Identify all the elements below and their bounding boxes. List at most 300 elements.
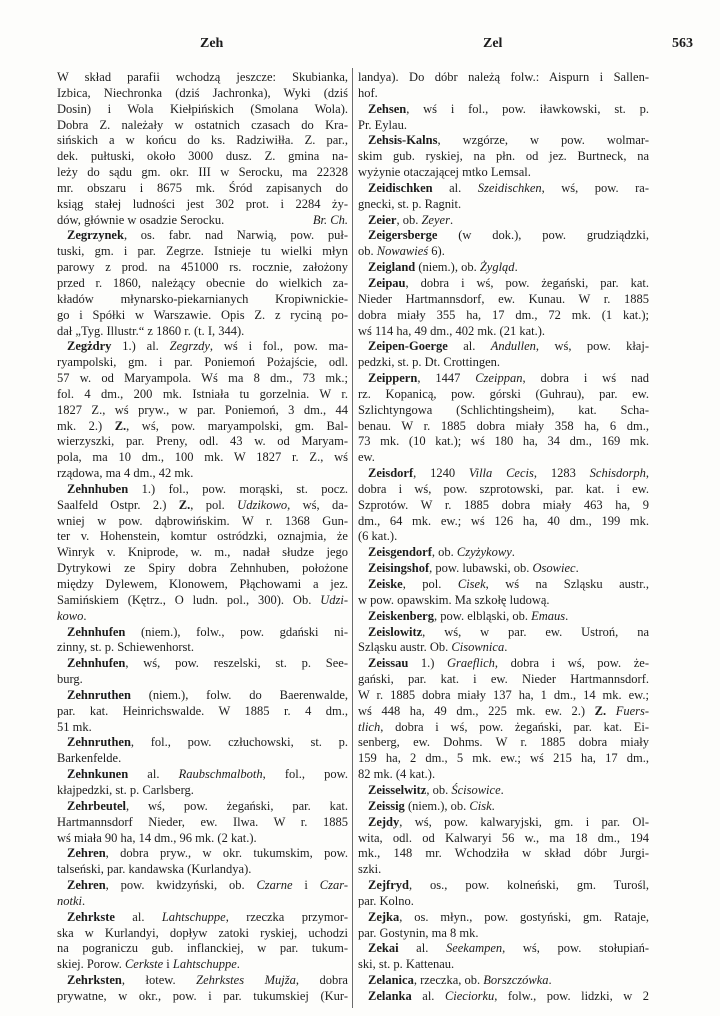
- entry-line: [358, 894, 649, 910]
- text-run: , rzeczka przymor-: [225, 909, 348, 924]
- dictionary-entry: [358, 545, 649, 561]
- dictionary-entry: [57, 482, 348, 625]
- text-run: szki.: [358, 862, 382, 877]
- entry-line: [358, 324, 649, 340]
- text-run: , 1240: [413, 466, 469, 481]
- headword: Zeisselwitz: [368, 782, 427, 797]
- entry-line: [57, 276, 348, 292]
- entry-line: [57, 625, 348, 641]
- italic-text: Raubschmalboth: [178, 767, 263, 782]
- entry-line: [358, 498, 649, 514]
- entry-line: [358, 529, 649, 545]
- italic-text: Cisek: [457, 577, 486, 591]
- entry-line: [57, 102, 348, 118]
- text-run: (niem.), ob.: [415, 260, 480, 275]
- author-signature: Br. Ch.: [312, 212, 348, 227]
- text-run: Dytrykowi ze Spiry dobra Zehnhuben, położone: [57, 561, 348, 576]
- entry-line: [358, 387, 649, 403]
- text-run: al.: [114, 909, 162, 924]
- text-run: .: [500, 782, 504, 797]
- entry-line: [57, 815, 348, 831]
- text-run: Dosin) i Wola Kiełpińskich (Smolana Wola).: [57, 101, 348, 116]
- dictionary-entry: [57, 735, 348, 767]
- dictionary-entry: [57, 910, 348, 973]
- text-run: rz. Kopanicą, pow. górski (Guhrau), par. ew.: [358, 386, 649, 401]
- entry-line: [57, 577, 348, 593]
- text-run: (w dok.), pow. grudziądzki,: [437, 228, 649, 243]
- text-run: , rzeczka, ob.: [413, 973, 484, 988]
- entry-line: [57, 419, 348, 435]
- headword: Zeier: [368, 212, 397, 227]
- text-run: al.: [128, 767, 179, 782]
- headword: Zehnhuben: [67, 481, 129, 496]
- entry-line: [57, 910, 348, 926]
- text-run: , ob.: [426, 782, 452, 797]
- entry-line: [57, 831, 348, 847]
- text-run: wś 114 ha, 49 dm., 402 mk. (21 kat.).: [358, 323, 546, 338]
- text-run: , 1283: [533, 466, 590, 481]
- entry-line: [358, 609, 649, 625]
- entry-line: [358, 815, 649, 831]
- text-run: 82 mk. (4 kat.).: [358, 767, 436, 782]
- text-run: .: [514, 260, 518, 275]
- text-run: al.: [411, 988, 445, 1003]
- text-run: senberg, ew. Dohms. W r. 1885 dobra miały: [358, 735, 649, 750]
- entry-line: [358, 308, 649, 324]
- italic-text: Nowawieś: [376, 244, 429, 259]
- headword: Zeipau: [368, 275, 406, 290]
- italic-text: Seekampen: [445, 941, 503, 956]
- text-run: , pow. kwidzyński, ob.: [105, 878, 257, 893]
- dictionary-entry: [358, 941, 649, 973]
- text-run: , wś, pow. maryampolski, gm. Bal-: [126, 418, 348, 433]
- text-run: 6).: [428, 244, 445, 259]
- dictionary-entry: [358, 339, 649, 371]
- text-run: dek. pułtuski, około 3000 dusz. Z. gmina na-: [57, 149, 348, 164]
- italic-text: tlich: [358, 719, 381, 734]
- text-run: W r. 1885 dobra miały 137 ha, 1 dm., 14 mk. ew.;: [358, 687, 649, 702]
- dictionary-entry: [358, 102, 649, 134]
- dictionary-entry: [358, 466, 649, 545]
- text-run: dm., 64 mk. ew.; wś 126 ha, 40 dm., 199 mk.: [358, 513, 649, 528]
- headword: Zeissau: [368, 656, 409, 671]
- text-run: Szprotów. W r. 1885 dobra miały 463 ha, 9: [358, 497, 649, 512]
- text-run: na pograniczu gub. inflanckiej, w par. tukum-: [57, 941, 348, 956]
- entry-line: [57, 529, 348, 545]
- dictionary-entry: [358, 910, 649, 942]
- text-run: hof.: [358, 85, 378, 100]
- headword: Zeisingshof: [368, 561, 430, 576]
- text-run: talseński, par. kandawska (Kurlandya).: [57, 862, 252, 877]
- headword: Zehrbeutel: [67, 798, 127, 813]
- text-run: ryampolski, gm. i par. Poniemoń Pożajście, odl.: [57, 355, 348, 370]
- text-run: wniej w pow. dąbrowińskim. W r. 1368 Gun-: [57, 513, 348, 528]
- text-run: , dobra i wś nad: [522, 371, 650, 386]
- text-run: .: [491, 798, 495, 813]
- dictionary-entry: [57, 688, 348, 736]
- entry-line: [358, 973, 649, 989]
- entry-line: [358, 371, 649, 387]
- text-run: ska w Kurlandyi, dopływ zatoki ryskiej, uchodzi: [57, 925, 348, 940]
- text-run: .: [504, 640, 508, 655]
- italic-text: Cisownica: [451, 640, 505, 655]
- entry-line: [358, 292, 649, 308]
- dictionary-entry: [57, 846, 348, 878]
- entry-line: [57, 86, 348, 102]
- running-head-right: Zel: [483, 36, 503, 51]
- dictionary-entry: [358, 228, 649, 260]
- text-run: , wś, pow. żegański, par. kat.: [126, 798, 348, 813]
- headword: Zegżdry: [67, 339, 112, 354]
- entry-line: [57, 640, 348, 656]
- dictionary-entry: [57, 339, 348, 482]
- italic-text: Zehrkstes Mujža: [196, 973, 296, 988]
- text-run: , wś, pow. reszelski, st. p. See-: [125, 656, 348, 671]
- entry-line: [57, 133, 348, 149]
- headword: Zehnruthen: [67, 735, 131, 750]
- headword: Zekai: [368, 941, 399, 956]
- dictionary-entry: [358, 276, 649, 339]
- entry-line: [358, 783, 649, 799]
- italic-text: Czeippan: [475, 371, 523, 386]
- text-run: 57 w. od Maryampola. Wś ma 8 dm., 73 mk.;: [57, 371, 348, 386]
- italic-text: notki: [57, 893, 82, 908]
- text-run: , wś, w par. ew. Ustroń, na: [422, 624, 649, 639]
- entry-line: [57, 482, 348, 498]
- text-run: dobra miały 355 ha, 17 dm., 72 mk. (1 kat.);: [358, 307, 649, 322]
- entry-line: [57, 165, 348, 181]
- italic-text: Czarne: [256, 878, 293, 893]
- italic-text: Żygląd: [479, 260, 515, 275]
- text-run: burg.: [57, 672, 83, 687]
- text-run: , dobra i wś, pow. żegański, par. kat.: [405, 275, 649, 290]
- text-run: leży do sądu gm. okr. III w Serocku, ma 22328: [57, 165, 348, 180]
- entry-line: [57, 926, 348, 942]
- entry-line: [57, 70, 348, 86]
- dictionary-entry: [358, 213, 649, 229]
- text-run: landya). Do dóbr należą folw.: Aispurn i Sallen-: [358, 70, 649, 84]
- text-run: , pow. elbląski, ob.: [433, 608, 532, 623]
- italic-text: Cerkste: [124, 957, 164, 972]
- headword: Zehnhufen: [67, 624, 126, 639]
- dictionary-entry: [358, 561, 649, 577]
- italic-text: Osowiec: [532, 561, 576, 576]
- headword: Zehsis-Kalns: [368, 133, 438, 148]
- italic-text: Zeyer: [421, 212, 450, 227]
- dictionary-entry: [358, 133, 649, 181]
- entry-line: [57, 228, 348, 244]
- entry-line: [358, 561, 649, 577]
- page-number: 563: [672, 36, 693, 51]
- entry-line: [57, 672, 348, 688]
- text-run: kładów młynarsko-piekarnianych Kropiwnickie-: [57, 291, 348, 306]
- headword: Zejfryd: [368, 878, 409, 893]
- entry-line: [358, 577, 649, 593]
- dictionary-entry: [358, 656, 649, 783]
- text-run: , folw., pow. lidzki, w 2: [494, 988, 650, 1003]
- entry-line: [358, 339, 649, 355]
- entry-line: [358, 482, 649, 498]
- text-run: 73 mk. (10 kat.); wś 180 ha, 34 dm., 169 mk.: [358, 434, 649, 449]
- entry-line: [358, 545, 649, 561]
- entry-line: [57, 846, 348, 862]
- text-run: pedzki, st. p. Dt. Crottingen.: [358, 355, 500, 370]
- entry-line: [358, 213, 649, 229]
- entry-line: [358, 466, 649, 482]
- text-run: rządowa, ma 4 dm., 42 mk.: [57, 466, 194, 481]
- text-run: wita, odl. od Kalwaryi 56 w., ma 18 dm., 194: [358, 830, 649, 845]
- entry-line: [57, 783, 348, 799]
- headword: Zeislowitz: [368, 624, 423, 639]
- entry-line: [57, 593, 348, 609]
- text-run: ob.: [358, 244, 377, 259]
- text-run: skim gub. ryskiej, na płn. od jez. Burtneck, na: [358, 149, 649, 164]
- text-run: (6 kat.).: [358, 529, 398, 544]
- dictionary-entry: [57, 973, 348, 1005]
- entry-line: [358, 197, 649, 213]
- italic-text: Andullen: [490, 339, 536, 354]
- text-run: tuski, gm. i par. Zegrze. Istnieje tu wielki młyn: [57, 244, 348, 259]
- entry-line: [358, 656, 649, 672]
- entry-line: [358, 926, 649, 942]
- italic-text: Udzi-: [320, 592, 348, 607]
- text-run: par. Gostynin, ma 8 mk.: [358, 925, 479, 940]
- entry-line: [57, 149, 348, 165]
- text-run: przed r. 1860, należący obecnie do wielkich za-: [57, 275, 348, 290]
- entry-line: [57, 355, 348, 371]
- text-run: kłajpedzki, st. p. Carlsberg.: [57, 782, 194, 797]
- entry-line: [57, 260, 348, 276]
- italic-text: Cisk: [469, 798, 492, 813]
- text-run: Nieder Hartmannsdorf, ew. Kunau. W r. 1885: [358, 291, 649, 306]
- text-run: 1827 Z., wś pryw., w par. Poniemoń, 3 dm., 44: [57, 402, 348, 417]
- entry-line: [358, 165, 649, 181]
- text-run: .: [236, 957, 240, 972]
- entry-line: [57, 308, 348, 324]
- entry-line: [358, 720, 649, 736]
- entry-line: [358, 751, 649, 767]
- entry-line: [358, 149, 649, 165]
- entry-line: [57, 878, 348, 894]
- text-run: , wś, pow. kalwaryjski, gm. i par. Ol-: [399, 814, 649, 829]
- dictionary-entry: [358, 625, 649, 657]
- entry-line: [358, 704, 649, 720]
- headword: Zeisdorf: [368, 466, 414, 481]
- text-run: , wś, da-: [287, 497, 348, 512]
- headword: Zegrzynek: [67, 228, 124, 243]
- entry-line: [57, 609, 348, 625]
- text-run: , wzgórze, w pow. wolmar-: [437, 133, 649, 148]
- italic-text: Szeidischken: [477, 180, 542, 195]
- entry-line: [358, 625, 649, 641]
- dictionary-entry: [358, 989, 649, 1005]
- text-run: .: [449, 212, 454, 227]
- dictionary-entry: [358, 815, 649, 878]
- text-run: wyżynie otaczającej mtko Lemsal.: [358, 165, 531, 180]
- left-column: [57, 70, 348, 1005]
- entry-line: [57, 498, 348, 514]
- entry-line: [57, 244, 348, 260]
- entry-line: [358, 767, 649, 783]
- text-run: , dobra i wś, pow. że-: [494, 656, 649, 671]
- italic-text: kowo: [57, 608, 84, 623]
- entry-line: [358, 878, 649, 894]
- entry-line: [358, 831, 649, 847]
- headword: Zeissig: [368, 798, 405, 813]
- text-run: 1.) fol., pow. morąski, st. pocz.: [128, 481, 348, 496]
- text-run: , wś i fol., pow. iławkowski, st. p.: [406, 101, 649, 116]
- entry-line: [358, 244, 649, 260]
- headword: Zehnkunen: [67, 767, 129, 782]
- entry-line: [57, 403, 348, 419]
- headword: Zeippern: [368, 371, 418, 386]
- text-run: , wś i fol., pow. ma-: [209, 339, 349, 354]
- text-run: Samińskiem (Kętrz., O ludn. pol., 300). Ob.: [57, 592, 321, 607]
- entry-line: [358, 102, 649, 118]
- text-run: al.: [398, 941, 446, 956]
- headword: Z.: [594, 703, 607, 718]
- text-run: , pol.: [402, 577, 458, 591]
- right-column: [358, 70, 649, 1005]
- text-run: go i Spółki w Warszawie. Opis Z. z ryciną po-: [57, 307, 348, 322]
- text-run: gański, par. kat. i ew. Nieder Hartmannsdorf.: [358, 672, 649, 687]
- text-run: , os. fabr. nad Narwią, pow. puł-: [123, 228, 348, 243]
- entry-line: [57, 799, 348, 815]
- text-run: dów, głównie w osadzie Serocku.: [57, 212, 225, 227]
- entry-line: [358, 957, 649, 973]
- entry-line: [57, 941, 348, 957]
- headword: Zehren: [67, 846, 106, 861]
- entry-line: [57, 545, 348, 561]
- italic-text: Ścisowice: [451, 782, 501, 797]
- entry-line: [358, 846, 649, 862]
- entry-line: [358, 86, 649, 102]
- dictionary-entry: [358, 577, 649, 609]
- entry-line: [57, 371, 348, 387]
- text-run: wierzyszki, par. Preny, odl. 43 w. od Maryam-: [57, 434, 348, 449]
- text-run: ski, st. p. Kattenau.: [358, 957, 455, 972]
- text-run: i: [163, 957, 173, 972]
- italic-text: Czar-: [319, 878, 348, 893]
- dictionary-entry: [57, 656, 348, 688]
- italic-text: Udzikowo: [237, 497, 288, 512]
- text-run: , ob.: [396, 212, 422, 227]
- text-run: W skład parafii wchodzą jeszcze: Skubianka,: [57, 70, 348, 84]
- dictionary-entry: [358, 181, 649, 213]
- entry-line: [358, 434, 649, 450]
- entry-line: [358, 228, 649, 244]
- entry-line: [57, 561, 348, 577]
- headword: Zeidischken: [368, 180, 433, 195]
- headword: Zeiskenberg: [368, 608, 434, 623]
- text-run: , pol.: [190, 497, 238, 512]
- text-run: wś miała 90 ha, 14 dm., 96 mk. (2 kat.).: [57, 830, 257, 845]
- entry-line: [57, 324, 348, 340]
- entry-line: [57, 387, 348, 403]
- text-run: dał „Tyg. Illustr.“ z 1860 r. (t. I, 344).: [57, 323, 245, 338]
- text-run: par. kat. Heinrichswalde. W 1885 r. 4 dm.,: [57, 703, 348, 718]
- entry-line: [358, 118, 649, 134]
- text-run: Winryk v. Kniprode, w. m., nadał słudze jego: [57, 545, 348, 560]
- text-run: dobra i wś, pow. szprotowski, par. kat. i ew.: [358, 481, 649, 496]
- text-run: Hartmannsdorf Nieder, ew. Ilwa. W r. 1885: [57, 814, 348, 829]
- text-run: 159 ha, 2 dm., 5 mk. ew.; wś 215 ha, 17 dm.,: [358, 751, 649, 766]
- text-run: Barkenfelde.: [57, 751, 122, 766]
- text-run: , wś, pow. stołupiań-: [502, 941, 649, 956]
- entry-line: [57, 704, 348, 720]
- italic-text: Graeflich: [447, 656, 495, 671]
- entry-line: [358, 688, 649, 704]
- entry-line: [358, 862, 649, 878]
- text-run: 51 mk.: [57, 719, 92, 734]
- text-run: par. Kolno.: [358, 893, 414, 908]
- entry-line: [358, 735, 649, 751]
- text-run: , dobra i wś, pow. żegański, par. kat. Ei-: [380, 719, 649, 734]
- text-run: .: [83, 608, 87, 623]
- dictionary-entry: [358, 878, 649, 910]
- italic-text: Schisdorph: [589, 466, 646, 481]
- entry-line: [57, 118, 348, 134]
- headword: Zelanica: [368, 973, 414, 988]
- entry-line: [57, 973, 348, 989]
- dictionary-entry: [358, 260, 649, 276]
- text-run: , wś na Szląsku austr.,: [485, 577, 649, 591]
- entry-line: [358, 910, 649, 926]
- text-run: Pr. Eylau.: [358, 117, 407, 132]
- text-run: Szląsku austr. Ob.: [358, 640, 452, 655]
- text-run: fol. 4 dm., 200 mk. Istniała tu gorzelnia. W r.: [57, 386, 348, 401]
- entry-line: [57, 720, 348, 736]
- text-run: (niem.), folw., pow. gdański ni-: [125, 624, 348, 639]
- headword: Zeipen-Goerge: [368, 339, 448, 354]
- entry-line: [57, 751, 348, 767]
- entry-line: [57, 197, 348, 213]
- entry-line: [358, 355, 649, 371]
- text-run: sińskich a w końcu do ks. Radziwiłła. Z. par.,: [57, 133, 348, 148]
- text-run: parowy z prod. na 451000 rs. rocznie, założony: [57, 260, 348, 275]
- text-run: al.: [432, 180, 478, 195]
- italic-text: Borszczówka: [483, 973, 549, 988]
- text-run: , ob.: [431, 545, 457, 560]
- entry-line: [358, 799, 649, 815]
- text-run: , fol., pow.: [262, 767, 348, 782]
- text-run: , wś, pow. ra-: [541, 180, 649, 195]
- text-run: Szlichtyngowa (Schlichtingsheim), kat. Scha-: [358, 402, 649, 417]
- headword: Zejka: [368, 909, 400, 924]
- text-run: , wś, pow. kłaj-: [535, 339, 649, 354]
- entry-line: [358, 640, 649, 656]
- text-run: , fol., pow. człuchowski, st. p.: [130, 735, 348, 750]
- headword: Zeigland: [368, 260, 416, 275]
- text-run: , os. młyn., pow. gostyński, gm. Rataje,: [399, 909, 649, 924]
- dictionary-entry: [358, 973, 649, 989]
- text-run: między Dylewem, Klonowem, Płąchowami a jez.: [57, 577, 348, 591]
- italic-text: Czyżykowy: [456, 545, 512, 560]
- entry-line: [57, 735, 348, 751]
- text-run: wś 448 ha, 49 dm., 225 mk. ew. 2.): [358, 703, 595, 718]
- dictionary-entry: [358, 783, 649, 799]
- text-run: gnecki, st. p. Ragnit.: [358, 196, 462, 211]
- entry-line: [57, 767, 348, 783]
- italic-text: Emaus: [531, 608, 566, 623]
- text-run: mr. obszaru i 8675 mk. Śród zapisanych do: [57, 180, 348, 195]
- text-run: ,: [645, 466, 650, 481]
- italic-text: Lahtschuppe: [172, 957, 237, 972]
- text-run: , dobra pryw., w okr. tukumskim, pow.: [105, 846, 348, 861]
- italic-text: Zegrzdy: [169, 339, 210, 354]
- entry-line: [358, 276, 649, 292]
- entry-line: [358, 260, 649, 276]
